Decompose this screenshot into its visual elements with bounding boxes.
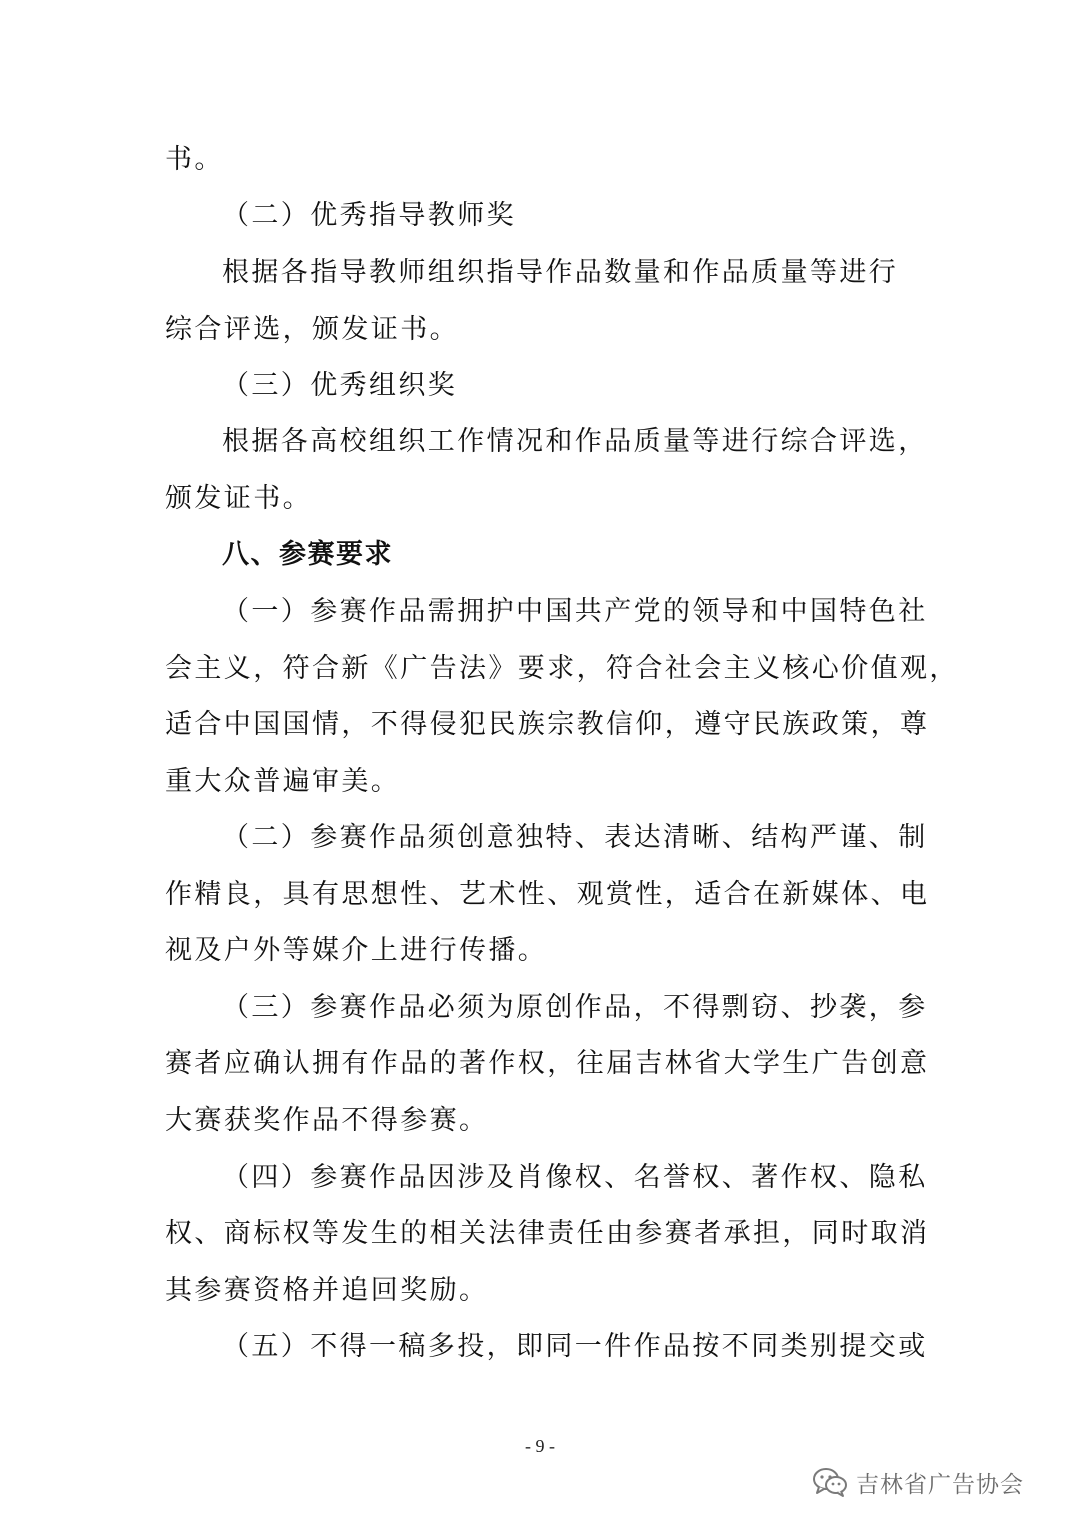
paragraph-line: （五）不得一稿多投，即同一件作品按不同类别提交或 [222,1331,928,1362]
paragraph-line: 重大众普遍审美。 [165,766,401,797]
paragraph-line: 视及户外等媒介上进行传播。 [165,935,548,966]
paragraph-line: （一）参赛作品需拥护中国共产党的领导和中国特色社 [222,596,928,627]
paragraph-line: 书。 [165,144,224,175]
paragraph-line: 适合中国国情，不得侵犯民族宗教信仰，遵守民族政策，尊 [165,709,930,740]
paragraph-line: 大赛获奖作品不得参赛。 [165,1105,489,1136]
section-heading-line: （三）优秀组织奖 [222,370,458,401]
chapter-heading: 八、参赛要求 [222,539,393,570]
paragraph-line: 根据各高校组织工作情况和作品质量等进行综合评选， [222,426,928,457]
paragraph-line: 其参赛资格并追回奖励。 [165,1275,489,1306]
paragraph-line: 综合评选，颁发证书。 [165,314,459,345]
paragraph-line: 根据各指导教师组织指导作品数量和作品质量等进行 [222,257,899,288]
wechat-icon [812,1466,848,1498]
paragraph-line: （四）参赛作品因涉及肖像权、名誉权、著作权、隐私 [222,1162,928,1193]
wechat-watermark [812,1464,1024,1500]
paragraph-line: 赛者应确认拥有作品的著作权，往届吉林省大学生广告创意 [165,1048,930,1079]
watermark-text: 吉林省广告协会 [856,1471,1024,1498]
page-number: - 9 - [525,1436,555,1456]
paragraph-line: （三）参赛作品必须为原创作品，不得剽窃、抄袭，参 [222,992,928,1023]
paragraph-line: 会主义，符合新《广告法》要求，符合社会主义核心价值观， [165,653,959,684]
section-heading-line: （二）优秀指导教师奖 [222,200,516,231]
paragraph-line: 颁发证书。 [165,483,312,514]
paragraph-line: （二）参赛作品须创意独特、表达清晰、结构严谨、制 [222,822,928,853]
paragraph-line: 权、商标权等发生的相关法律责任由参赛者承担，同时取消 [165,1218,930,1249]
paragraph-line: 作精良，具有思想性、艺术性、观赏性，适合在新媒体、电 [165,879,930,910]
